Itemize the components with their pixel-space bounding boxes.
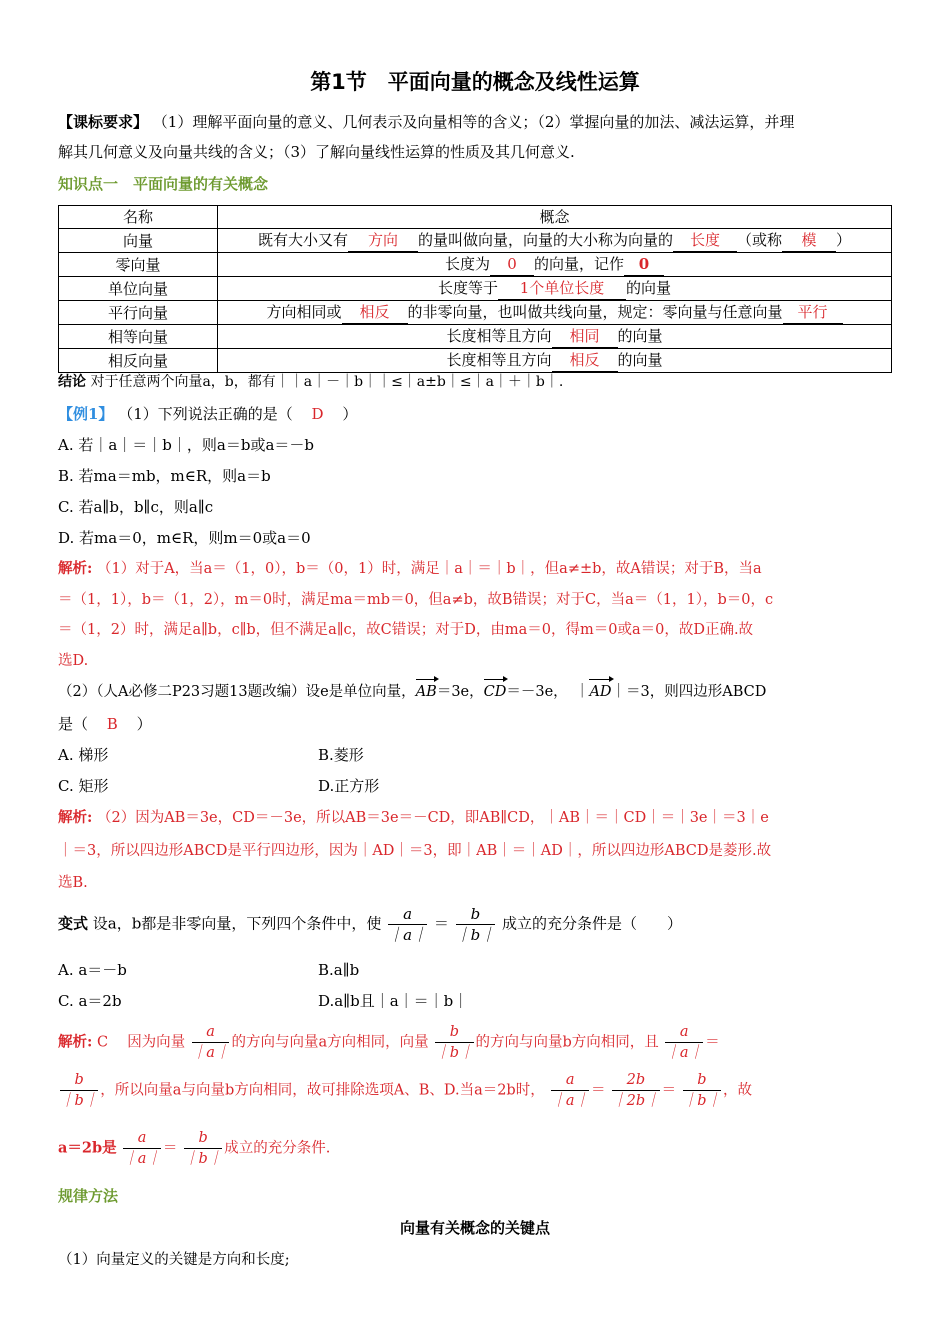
conclusion: 结论 对于任意两个向量a，b，都有｜｜a｜－｜b｜｜≤｜a±b｜≤｜a｜＋｜b｜.: [58, 374, 564, 390]
table-row: 平行向量 方向相同或 相反 的非零向量，也叫做共线向量，规定：零向量与任意向量 平行: [59, 301, 892, 325]
example1-label: 【例1】: [58, 405, 114, 423]
table-row: 单位向量 长度等于 1个单位长度 的向量: [59, 277, 892, 301]
requirements-line2: 解其几何意义及向量共线的含义；（3）了解向量线性运算的性质及其几何意义.: [58, 143, 575, 161]
variant-question: 变式 设a，b都是非零向量，下列四个条件中，使 $\frac{a}{|a|}$ ＝ $\frac{b}{|b|}$ 成立的充分条件是（ ）: [58, 905, 683, 944]
variant-option-d: D.a∥b且｜a｜＝｜b｜: [318, 992, 469, 1010]
method-item1: （1）向量定义的关键是方向和长度;: [58, 1252, 290, 1268]
option-a: A. 若｜a｜＝｜b｜，则a＝b或a＝－b: [58, 436, 315, 454]
q2-answer: B: [106, 715, 118, 733]
table-header-row: [59, 206, 892, 229]
option-d: D. 若ma＝0，m∈R，则m＝0或a＝0: [58, 529, 311, 547]
variant-solution-line3: a＝2b是 $\frac{a}{|a|}$ ＝ $\frac{b}{|b|}$ 成立的充分条件.: [58, 1130, 331, 1167]
example1-question2-line2: 是（ B ）: [58, 715, 152, 733]
option-c: C. 若a∥b，b∥c，则a∥c: [58, 498, 214, 516]
variant-option-a: A. a＝－b: [58, 961, 127, 979]
example1-question1: 【例1】 （1）下列说法正确的是（ D ）: [58, 405, 358, 423]
table-row: 相反向量 长度相等且方向 相反 的向量: [59, 349, 892, 373]
vector-cd: CD: [484, 681, 507, 703]
method-label: 规律方法: [58, 1187, 119, 1205]
variant-option-c: C. a＝2b: [58, 992, 122, 1010]
q2-option-d: D.正方形: [318, 777, 380, 795]
option-b: B. 若ma＝mb，m∈R，则a＝b: [58, 467, 271, 485]
header-concept: 概念: [218, 206, 892, 229]
vector-ad: AD: [589, 681, 611, 703]
variant-label: 变式: [58, 914, 89, 933]
conclusion-label: 结论: [58, 374, 86, 390]
solution1-line3: ＝（1，2）时，满足a∥b，c∥b，但不满足a∥c，故C错误；对于D，由ma＝0，得m＝0或a＝0，故D正确.故: [58, 622, 754, 638]
table-row: 向量 既有大小又有 方向 的量叫做向量，向量的大小称为向量的 长度 （或称 模 ）: [59, 229, 892, 253]
header-name: 名称: [59, 206, 218, 229]
q2-option-a: A. 梯形: [58, 746, 109, 764]
variant-option-b: B.a∥b: [318, 961, 360, 979]
example1-question2: （2）（人A必修二P23习题13题改编）设e是单位向量，AB＝3e，CD＝－3e， ｜AD｜＝3，则四边形ABCD: [58, 681, 766, 703]
variant-solution-line2: $\frac{b}{|b|}$ ，所以向量a与向量b方向相同，故可排除选项A、B、D.当a＝2b时， $\frac{a}{|a|}$ ＝ $\frac{2b}{|2b|}$ ＝ $\frac{b}{|b|}$ ，故: [60, 1072, 753, 1109]
table-row: 零向量 长度为 0 的向量，记作 0: [59, 253, 892, 277]
q2-option-c: C. 矩形: [58, 777, 109, 795]
q2-option-b: B.菱形: [318, 746, 364, 764]
requirements-label: 【课标要求】: [58, 113, 149, 131]
knowledge-point-heading: 知识点一 平面向量的有关概念: [58, 175, 269, 193]
requirements-line1: 【课标要求】 （1）理解平面向量的意义、几何表示及向量相等的含义；（2）掌握向量的加法、减法运算，并理: [58, 113, 795, 131]
solution2-line2: ｜＝3，所以四边形ABCD是平行四边形，因为｜AD｜＝3，即｜AB｜＝｜AD｜，所以四边形ABCD是菱形.故: [58, 843, 772, 859]
q1-answer: D: [311, 405, 324, 423]
solution2-line3: 选B.: [58, 875, 88, 891]
method-heading: 向量有关概念的关键点: [399, 1219, 550, 1237]
variant-solution-line1: 解析: C 因为向量 $\frac{a}{|a|}$ 的方向与向量a方向相同，向量 $\frac{b}{|b|}$ 的方向与向量b方向相同，且 $\frac{a}{|a|}$ ＝: [58, 1024, 720, 1061]
solution1-line1: 解析: （1）对于A，当a＝（1，0），b＝（0，1）时，满足｜a｜＝｜b｜，但a≠±b，故A错误；对于B，当a: [58, 560, 762, 577]
page-title: 第1节 平面向量的概念及线性运算: [310, 70, 640, 94]
solution1-line4: 选D.: [58, 653, 89, 669]
table-row: 相等向量 长度相等且方向 相同 的向量: [59, 325, 892, 349]
solution2-line1: 解析: （2）因为AB＝3e，CD＝－3e，所以AB＝3e＝－CD，即AB∥CD，｜AB｜＝｜CD｜＝｜3e｜＝3｜e: [58, 809, 769, 826]
solution1-line2: ＝（1，1），b＝（1，2），m＝0时，满足ma＝mb＝0，但a≠b，故B错误；对于C，当a＝（1，1），b＝0，c: [58, 592, 774, 608]
concept-table: [58, 205, 892, 373]
vector-ab: AB: [416, 681, 437, 703]
